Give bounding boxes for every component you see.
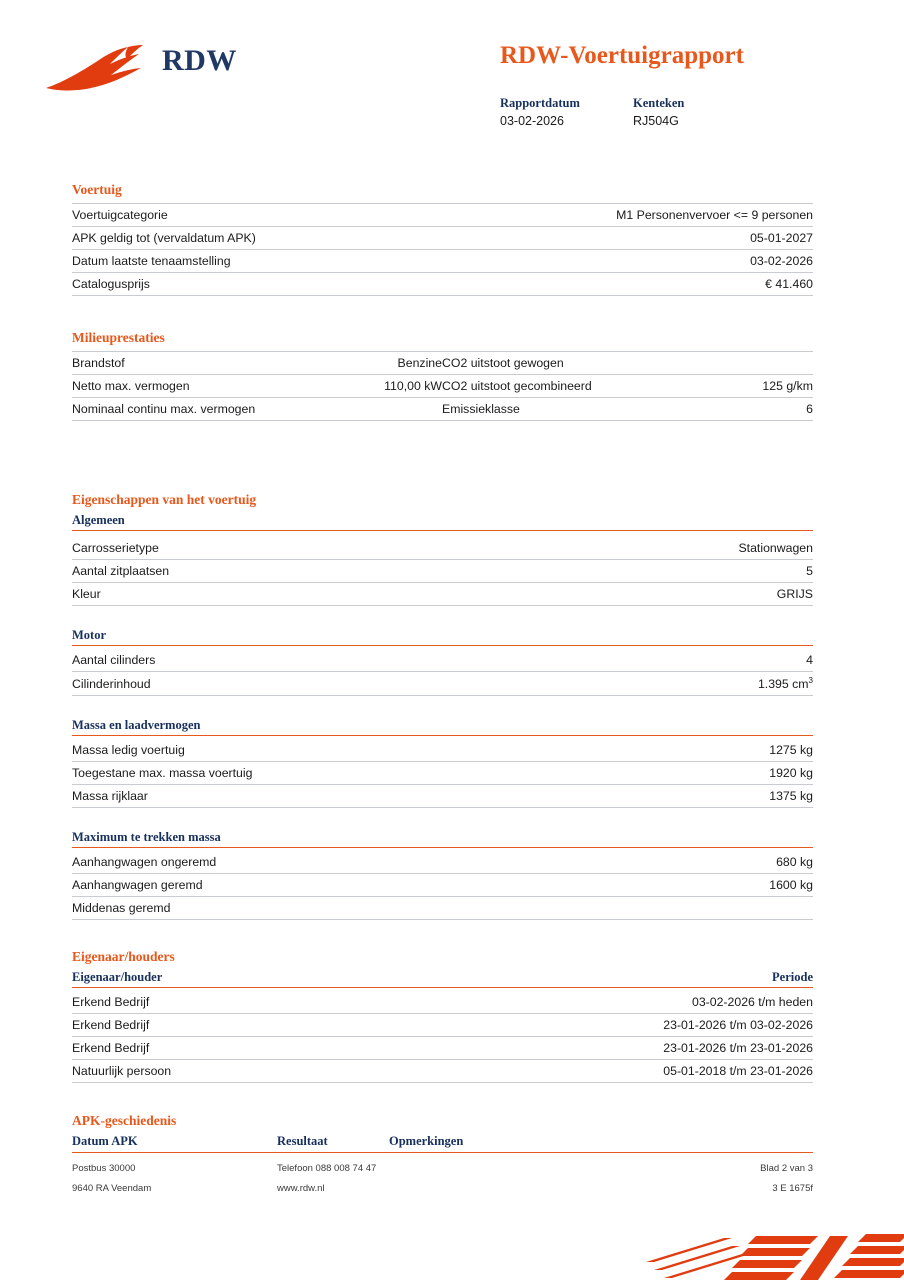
document-header [0,0,904,150]
row-label: Aantal cilinders [72,649,518,672]
column-header-apk-date: Datum APK [72,1134,138,1148]
row-value-right: 6 [657,398,813,421]
section-vehicle [72,182,813,296]
row-value: 5 [491,560,813,583]
row-label-left: Netto max. vermogen [72,375,287,398]
row-label: Kleur [72,583,491,606]
subsection-title-trekken: Maximum te trekken massa [72,830,813,848]
row-label: Carrosserietype [72,537,491,560]
table-row [72,739,813,762]
row-period: 23-01-2026 t/m 23-01-2026 [367,1037,813,1060]
report-title: RDW-Voertuigrapport [500,42,744,69]
row-label: Massa ledig voertuig [72,739,668,762]
table-row [72,250,813,273]
footer-decorative-stripes-icon [518,1218,904,1280]
section-owners [72,949,813,1083]
row-value-displacement [518,672,813,696]
column-header-period: Periode [772,970,813,984]
row-value: 1375 kg [668,785,813,808]
table-row [72,537,813,560]
table-row [72,874,813,897]
row-owner: Erkend Bedrijf [72,1014,367,1037]
row-value: 1600 kg [641,874,813,897]
table-row [72,991,813,1014]
footer-address-1: Postbus 30000 [72,1163,136,1174]
section-apk-history [72,1113,813,1153]
row-label-right: CO2 uitstoot gecombineerd [442,375,657,398]
footer-address-2: 9640 RA Veendam [72,1183,152,1194]
apk-table-header [72,1134,813,1153]
row-value: 05-01-2027 [430,227,813,250]
row-value: 1920 kg [668,762,813,785]
section-title-apk-history: APK-geschiedenis [72,1113,177,1128]
table-row [72,352,813,375]
row-value: 03-02-2026 [430,250,813,273]
row-owner: Natuurlijk persoon [72,1060,367,1083]
table-row [72,273,813,296]
row-value: Stationwagen [491,537,813,560]
row-value: 4 [518,649,813,672]
licence-block [633,96,766,128]
table-row [72,1060,813,1083]
table-row [72,204,813,227]
licence-value: RJ504G [633,114,679,128]
row-label: Datum laatste tenaamstelling [72,250,430,273]
footer-page-number: Blad 2 van 3 [760,1163,813,1174]
table-row [72,897,813,920]
owners-table-header [72,970,813,988]
row-label: Aanhangwagen ongeremd [72,851,641,874]
row-label-left: Brandstof [72,352,287,375]
table-row [72,227,813,250]
row-label: APK geldig tot (vervaldatum APK) [72,227,430,250]
table-row [72,785,813,808]
report-meta [500,96,766,128]
footer-line-1 [72,1163,813,1174]
row-value: € 41.460 [430,273,813,296]
table-row [72,1037,813,1060]
table-row [72,398,813,421]
properties-motor-table [72,649,813,696]
properties-algemeen-table [72,537,813,606]
row-period: 05-01-2018 t/m 23-01-2026 [367,1060,813,1083]
subsection-title-algemeen: Algemeen [72,513,813,531]
row-label: Voertuigcategorie [72,204,430,227]
document-footer [72,1163,813,1203]
footer-line-2 [72,1183,813,1194]
licence-label: Kenteken [633,96,685,110]
row-label-right: Emissieklasse [442,398,657,421]
row-value-exponent: 3 [808,676,813,685]
row-label: Massa rijklaar [72,785,668,808]
row-value: 1275 kg [668,739,813,762]
table-row [72,560,813,583]
row-value-right: 125 g/km [657,375,813,398]
row-label: Aanhangwagen geremd [72,874,641,897]
footer-website: www.rdw.nl [277,1183,325,1194]
table-row [72,672,813,696]
row-value-left: 110,00 kW [287,375,442,398]
row-period: 23-01-2026 t/m 03-02-2026 [367,1014,813,1037]
table-row [72,583,813,606]
rdw-logo [44,32,284,102]
row-value-left: Benzine [287,352,442,375]
environment-table [72,351,813,421]
row-label: Catalogusprijs [72,273,430,296]
table-row [72,762,813,785]
table-row [72,851,813,874]
section-title-vehicle: Voertuig [72,182,122,197]
column-header-apk-remarks: Opmerkingen [389,1134,464,1148]
row-value: GRIJS [491,583,813,606]
row-value: 1.395 cm [757,677,809,692]
section-properties [72,492,813,920]
column-header-apk-result: Resultaat [277,1134,328,1148]
row-label: Toegestane max. massa voertuig [72,762,668,785]
properties-massa-table [72,739,813,808]
row-value-left [287,398,442,421]
row-owner: Erkend Bedrijf [72,991,367,1014]
rdw-wordmark: RDW [162,44,237,77]
row-value: M1 Personenvervoer <= 9 personen [430,204,813,227]
row-value [641,897,813,920]
report-date-value: 03-02-2026 [500,114,564,128]
row-label: Middenas geremd [72,897,641,920]
owners-table [72,991,813,1083]
row-value-right [657,352,813,375]
report-date-label: Rapportdatum [500,96,580,110]
properties-trekken-table [72,851,813,920]
subsection-title-motor: Motor [72,628,813,646]
row-label: Aantal zitplaatsen [72,560,491,583]
row-label: Cilinderinhoud [72,672,518,696]
row-owner: Erkend Bedrijf [72,1037,367,1060]
row-label-right: CO2 uitstoot gewogen [442,352,657,375]
section-environment [72,330,813,421]
row-value: 680 kg [641,851,813,874]
table-row [72,649,813,672]
table-row [72,375,813,398]
footer-form-code: 3 E 1675f [772,1183,813,1194]
section-title-properties: Eigenschappen van het voertuig [72,492,257,507]
section-title-owners: Eigenaar/houders [72,949,175,964]
section-title-environment: Milieuprestaties [72,330,165,345]
subsection-title-massa: Massa en laadvermogen [72,718,813,736]
vehicle-table [72,203,813,296]
footer-phone: Telefoon 088 008 74 47 [277,1163,377,1174]
rdw-swoosh-logo-icon [44,42,154,94]
table-row [72,1014,813,1037]
column-header-owner: Eigenaar/houder [72,970,163,984]
report-date-block [500,96,633,128]
row-period: 03-02-2026 t/m heden [367,991,813,1014]
row-label-left: Nominaal continu max. vermogen [72,398,287,421]
